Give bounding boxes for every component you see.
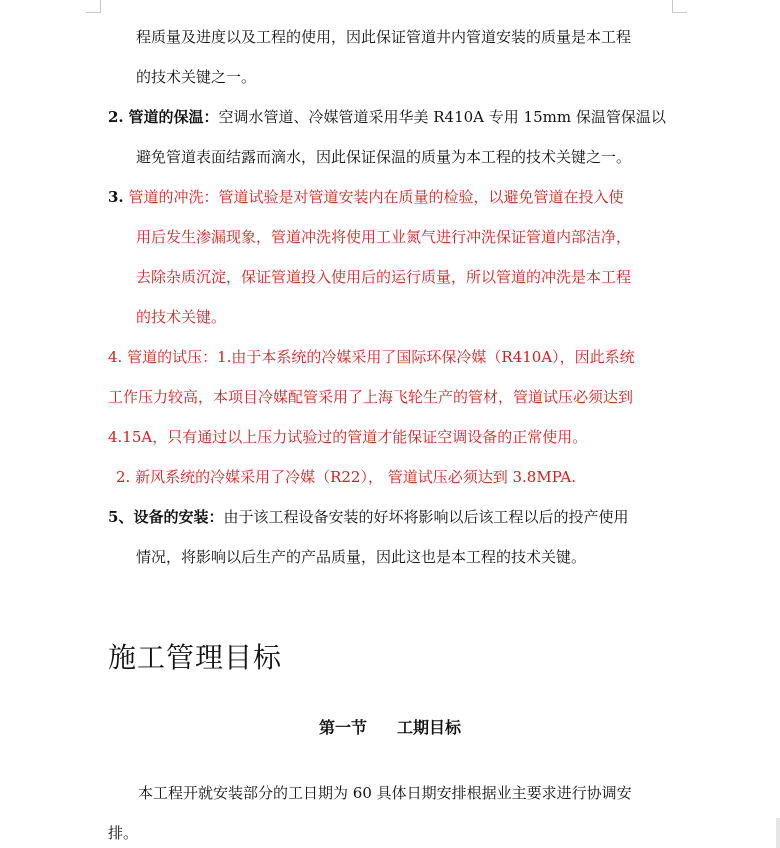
item5-colon: ： [208, 508, 224, 526]
item4-line3: 4.15A，只有通过以上压力试验过的管道才能保证空调设备的正常使用。 [108, 428, 588, 446]
item5-title: 设备的安装 [133, 508, 209, 526]
item3-number: 3. [108, 188, 124, 206]
item4-line2: 工作压力较高，本项目冷媒配管采用了上海飞轮生产的管材，管道试压必须达到 [108, 388, 634, 406]
chapter-heading: 施工管理目标 [108, 641, 283, 674]
item4-line1: 4. 管道的试压：1.由于本系统的冷媒采用了国际环保冷媒（R410A），因此系统 [108, 348, 635, 366]
item5-line2: 情况，将影响以后生产的产品质量，因此这也是本工程的技术关键。 [136, 548, 587, 566]
item3-line2: 用后发生渗漏现象，管道冲洗将使用工业氮气进行冲洗保证管道内部洁净， [136, 228, 632, 246]
page-corner-mark-right [672, 0, 687, 13]
item2-line1 [108, 106, 666, 128]
item2-title: 管道的保温 [128, 108, 204, 126]
item2-text-1: 空调水管道、冷媒管道采用华美 R410A 专用 15mm 保温管保温以 [218, 108, 666, 126]
section-heading [0, 716, 780, 740]
item3-text-1: 管道的冲洗：管道试验是对管道安装内在质量的检验，以避免管道在投入使 [128, 188, 624, 206]
item4-line4: 2. 新风系统的冷媒采用了冷媒（R22）， 管道试压必须达到 3.8MPA. [116, 468, 577, 486]
item5-line1 [108, 506, 628, 528]
item5-text-1: 由于该工程设备安装的好坏将影响以后该工程以后的投产使用 [223, 508, 629, 526]
body-line2: 排。 [108, 824, 139, 842]
item3-line4: 的技术关键。 [136, 308, 227, 326]
item1-line1: 程质量及进度以及工程的使用，因此保证管道井内管道安装的质量是本工程 [136, 28, 632, 46]
item2-number: 2. [108, 108, 124, 126]
section-number: 第一节 [318, 718, 367, 737]
item2-colon: ： [203, 108, 219, 126]
item3-line1 [108, 186, 623, 208]
section-title: 工期目标 [397, 718, 462, 737]
item2-line2: 避免管道表面结露而滴水，因此保证保温的质量为本工程的技术关键之一。 [136, 148, 632, 166]
page-edge-shadow [776, 818, 780, 848]
item5-number: 5、 [108, 508, 134, 526]
item3-line3: 去除杂质沉淀，保证管道投入使用后的运行质量，所以管道的冲洗是本工程 [136, 268, 632, 286]
body-line1: 本工程开就安装部分的工日期为 60 具体日期安排根据业主要求进行协调安 [138, 784, 632, 802]
page-corner-mark-left [86, 0, 101, 13]
item1-line2: 的技术关键之一。 [136, 68, 257, 86]
